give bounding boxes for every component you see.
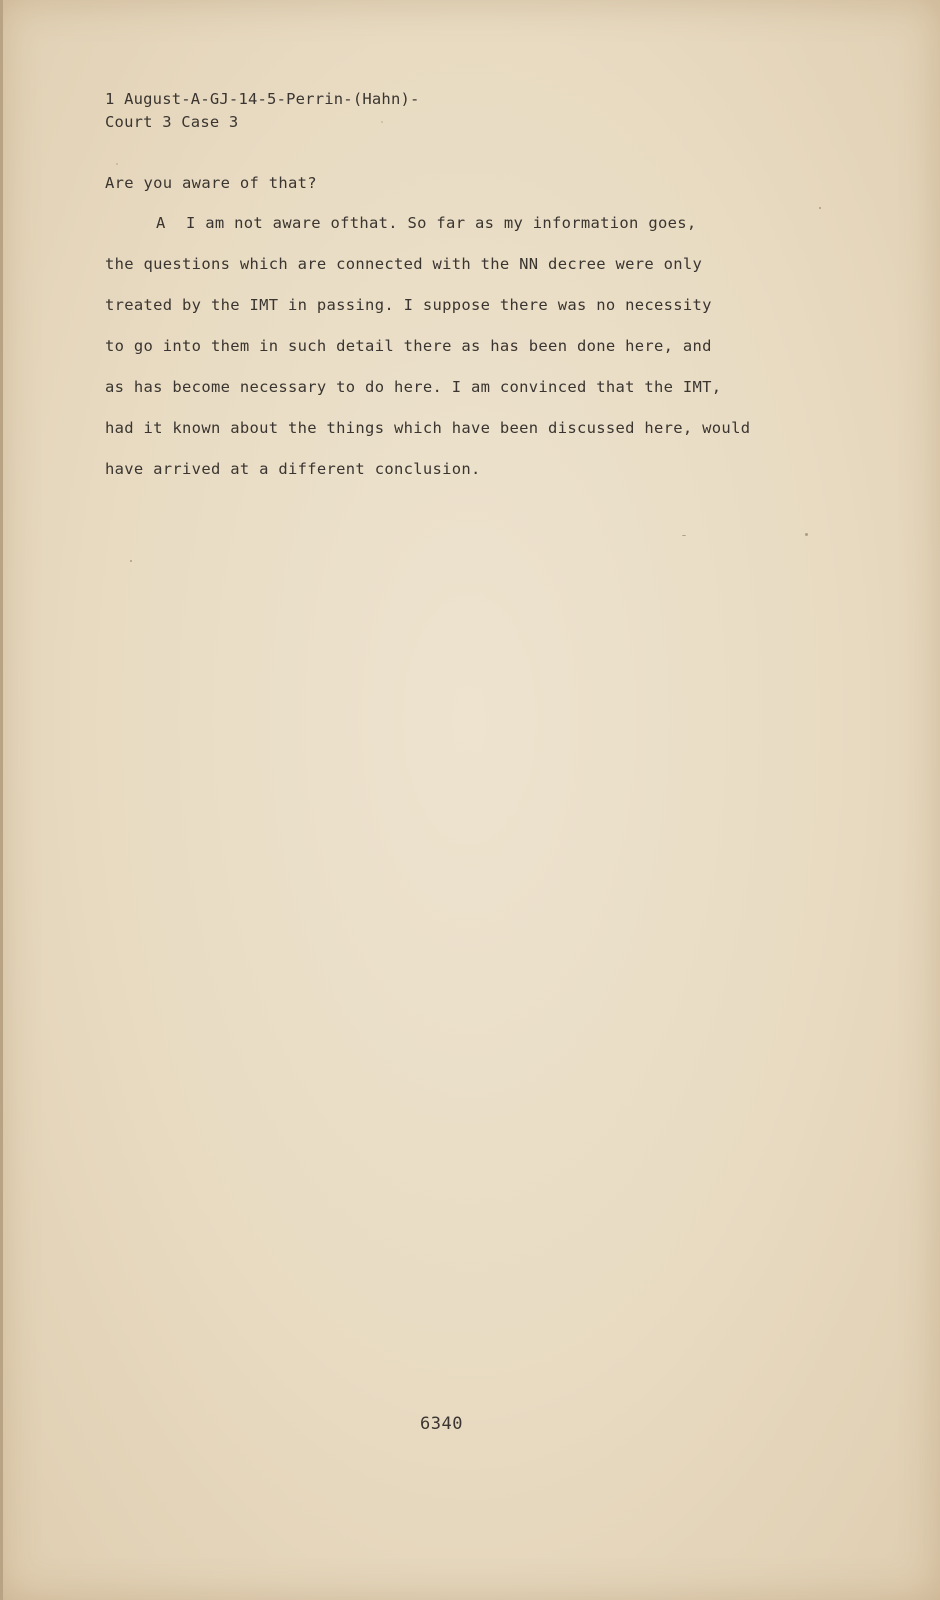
testimony-text [105, 172, 825, 499]
answer-line-7: have arrived at a different conclusion. [105, 460, 481, 478]
answer-line-6: had it known about the things which have been discussed here, would [105, 419, 751, 437]
answer-line-1 [105, 212, 825, 253]
question-line: Are you aware of that? [105, 174, 317, 192]
header-line-1: 1 August-A-GJ-14-5-Perrin-(Hahn)- [105, 90, 420, 108]
answer-line-5: as has become necessary to do here. I am convinced that the IMT, [105, 378, 722, 396]
paper-speck [130, 560, 132, 562]
page-left-edge [0, 0, 3, 1600]
paper-speck [805, 533, 808, 536]
page-number: 6340 [420, 1414, 463, 1434]
answer-line-3: treated by the IMT in passing. I suppose there was no necessity [105, 296, 712, 314]
paper-speck [381, 121, 383, 123]
paper-speck [116, 163, 118, 165]
answer-line-text: I am not aware ofthat. So far as my information goes, [186, 214, 697, 232]
answer-line-4: to go into them in such detail there as has been done here, and [105, 337, 712, 355]
answer-marker: A [156, 214, 166, 232]
answer-line-2: the questions which are connected with the NN decree were only [105, 255, 703, 273]
paper-speck [819, 207, 821, 209]
paper-speck [682, 535, 686, 536]
header-line-2: Court 3 Case 3 [105, 113, 239, 131]
document-header [105, 88, 420, 134]
